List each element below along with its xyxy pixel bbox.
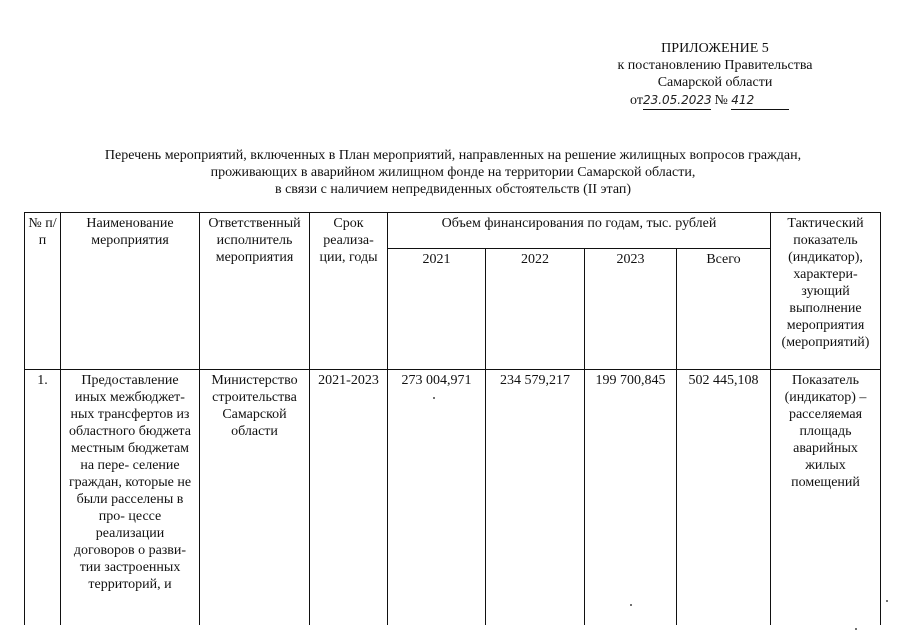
date-number-line (590, 92, 840, 110)
header-total: Всего (677, 249, 771, 370)
row-name: Предоставление иных межбюджет- ных трансфертов из областного бюджета местным бюджетам на пере- селение граждан, которые не были расселены в про- цессе реализации договоров о разви- тии застроенных территорий, и (61, 370, 200, 625)
scan-speck (886, 600, 888, 602)
header-year-2023: 2023 (585, 249, 677, 370)
handwritten-date: 23.05.2023 (643, 92, 711, 110)
header-executor: Ответственный исполнитель мероприятия (200, 213, 310, 370)
region-line: Самарской области (657, 75, 773, 90)
title-line-1: Перечень мероприятий, включенных в План мероприятий, направленных на решение жилищных вопросов граждан, (104, 148, 802, 163)
header-indicator: Тактический показатель (индикатор), характери- зующий выполнение мероприятия (мероприятий) (771, 213, 881, 370)
appendix-header (590, 40, 840, 110)
header-term: Срок реализа- ции, годы (310, 213, 388, 370)
row-indicator: Показатель (индикатор) – расселяемая площадь аварийных жилых помещений (771, 370, 881, 625)
resolution-line: к постановлению Правительства (617, 58, 813, 73)
measures-table (24, 212, 881, 625)
title-line-2: проживающих в аварийном жилищном фонде на территории Самарской области, (210, 165, 696, 180)
row-total: 502 445,108 (677, 370, 771, 625)
row-term: 2021-2023 (310, 370, 388, 625)
header-year-2021: 2021 (388, 249, 486, 370)
table-header-row (25, 213, 881, 249)
row-2022: 234 579,217 (486, 370, 585, 625)
header-year-2022: 2022 (486, 249, 585, 370)
header-num: № п/п (25, 213, 61, 370)
handwritten-number: 412 (731, 92, 789, 110)
row-2021: 273 004,971 (388, 370, 486, 625)
date-prefix: от (630, 93, 643, 108)
table-row (25, 370, 881, 625)
row-executor: Министерство строительства Самарской области (200, 370, 310, 625)
number-prefix: № (714, 93, 728, 108)
appendix-title: ПРИЛОЖЕНИЕ 5 (661, 41, 769, 56)
header-funding: Объем финансирования по годам, тыс. рублей (388, 213, 771, 249)
row-num: 1. (25, 370, 61, 625)
scan-speck (433, 397, 435, 399)
row-2023: 199 700,845 (585, 370, 677, 625)
title-line-3: в связи с наличием непредвиденных обстоятельств (II этап) (274, 182, 632, 197)
header-name: Наименование мероприятия (61, 213, 200, 370)
scan-speck (630, 604, 632, 606)
scan-speck (855, 628, 857, 630)
document-title (0, 147, 906, 198)
